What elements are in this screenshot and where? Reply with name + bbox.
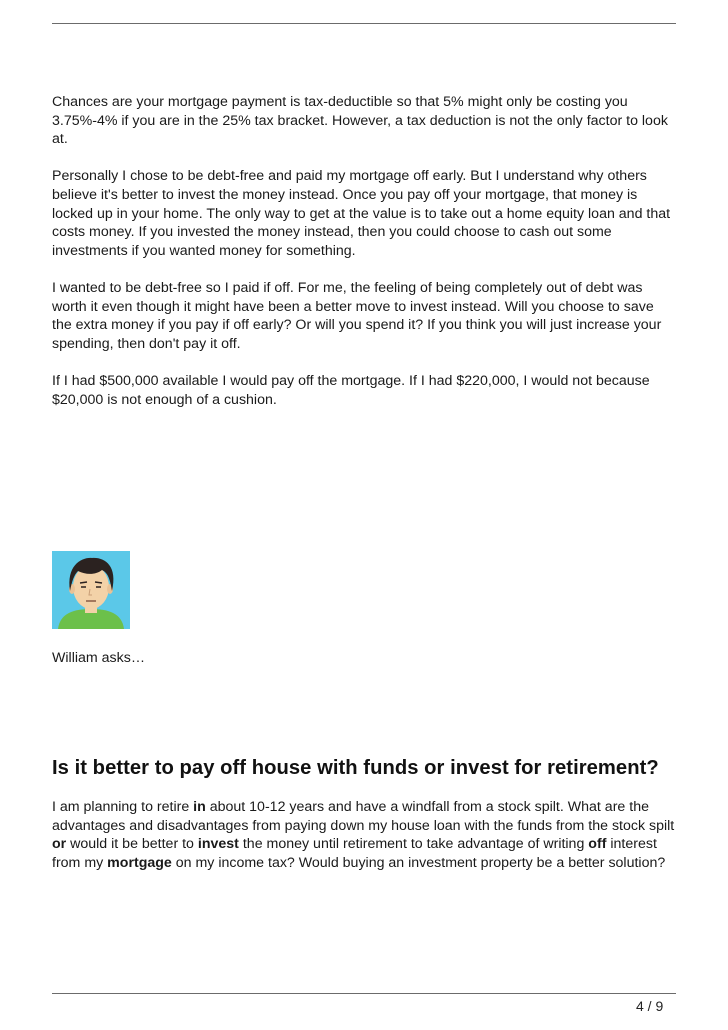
paragraph-3: I wanted to be debt-free so I paid if off. For me, the feeling of being completely out of debt was worth it even though it might have been a better move to invest instead. Will you choose to save the extra money if you pay if off early? Or will you spend it? If you think you will just increase your spending, then don't pay it off. [52,279,662,352]
footer-rule [52,993,676,994]
question-text: on my income tax? Would buying an investment property be a better solution? [171,854,666,871]
question-text: about 10-12 years and have a windfall from a stock spilt. What are the advantages and disadvantages from paying down my house loan with the funds from the stock spilt [52,799,675,834]
paragraph-2: Personally I chose to be debt-free and paid my mortgage off early. But I understand why others believe it's better to invest the money instead. Once you pay off your mortgage, that money is locked up in your home. The only way to get at the value is to take out a home equity loan and that costs money. If you invested the money instead, then you could choose to cash out some investments if you wanted money for something. [52,168,671,259]
question-text: the money until retirement to take advantage of writing [238,836,589,853]
question-text: would it be better to [66,836,198,853]
question-emphasis: in [193,799,206,815]
paragraph-4: If I had $500,000 available I would pay off the mortgage. If I had $220,000, I would not because $20,000 is not enough of a cushion. [52,372,650,408]
question-title: Is it better to pay off house with funds or invest for retirement? [52,757,659,779]
question-emphasis: mortgage [107,854,172,871]
question-emphasis: invest [197,836,239,853]
question-body [52,798,676,872]
question-emphasis: off [588,836,607,853]
question-text: interest from my [52,836,657,871]
user-avatar-icon [52,551,130,629]
header-rule [52,23,676,24]
paragraph-1: Chances are your mortgage payment is tax-deductible so that 5% might only be costing you 3.75%-4% if you are in the 25% tax bracket. However, a tax deduction is not the only factor to look at. [52,94,668,148]
article-body [52,93,676,428]
page-number: 4 / 9 [636,998,664,1014]
question-emphasis: or [52,836,67,853]
asker-name: William asks… [52,650,146,666]
question-text: I am planning to retire [52,799,194,815]
